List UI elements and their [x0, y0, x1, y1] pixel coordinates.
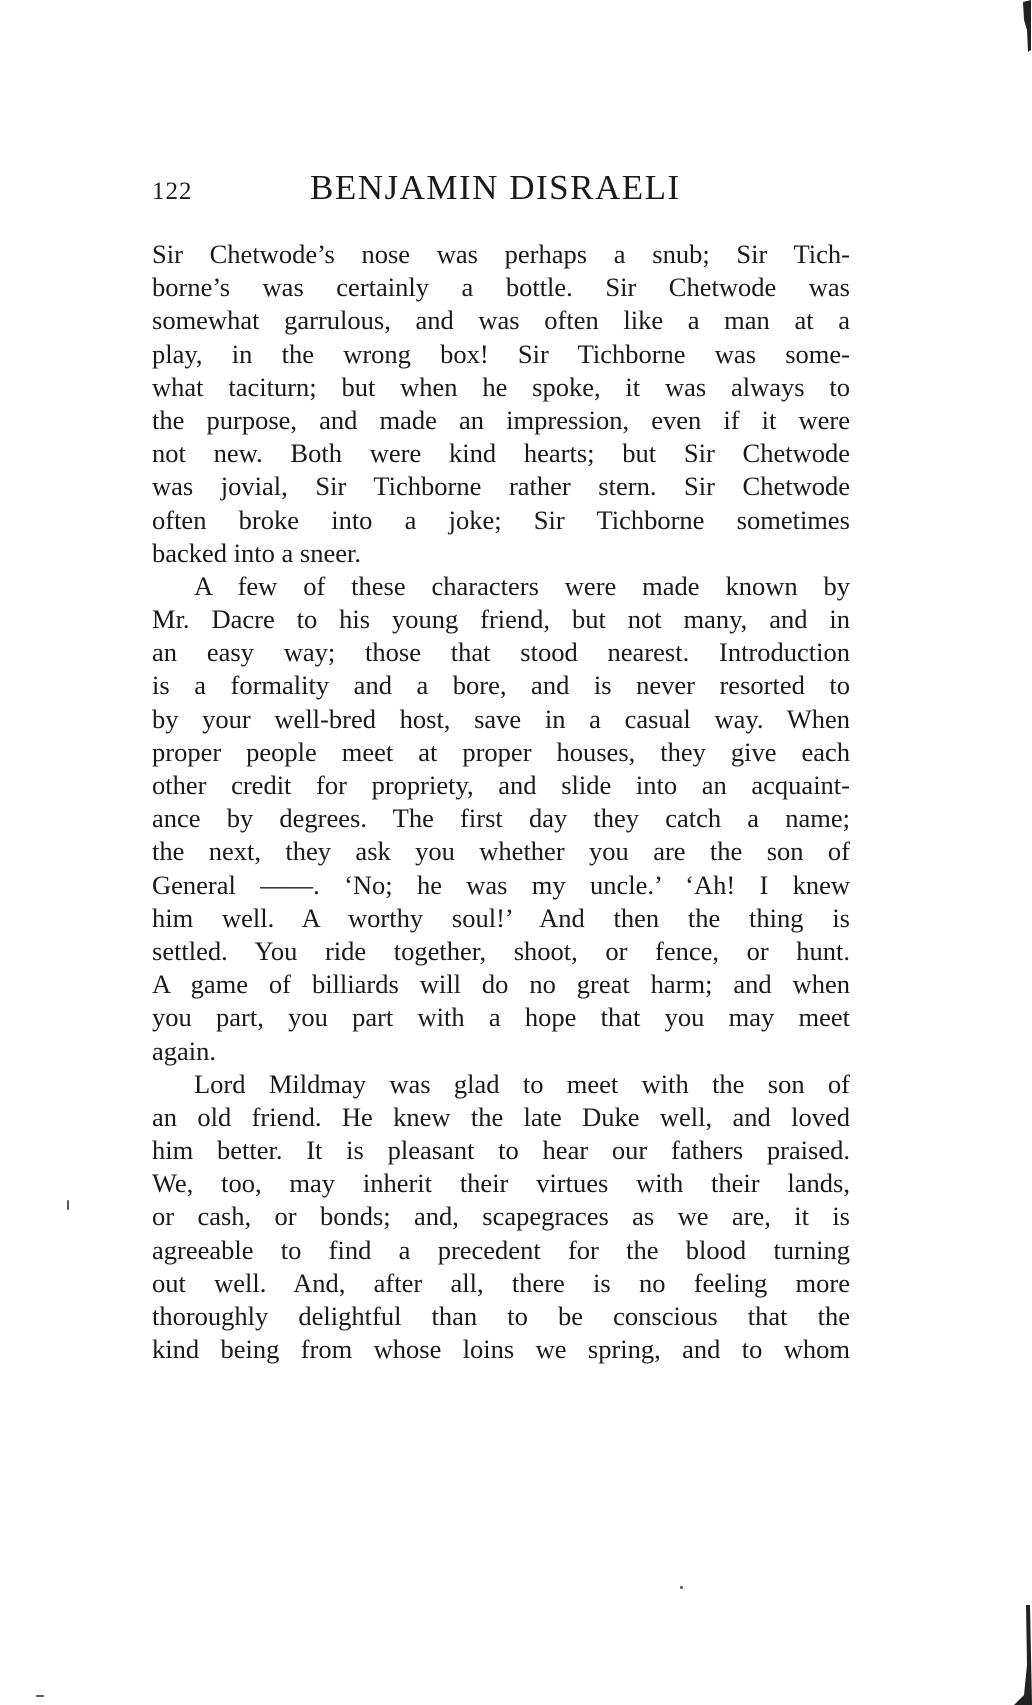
paper-speck [36, 1695, 44, 1697]
page-number: 122 [152, 178, 193, 205]
text-line: A few of these characters were made known by [194, 570, 850, 601]
text-line: not new. Both were kind hearts; but Sir Chetwode [152, 438, 850, 469]
text-line: out well. And, after all, there is no feeling more [152, 1267, 850, 1298]
text-line: kind being from whose loins we spring, and to whom [152, 1334, 850, 1365]
paper-speck [680, 1586, 683, 1589]
text-line: or cash, or bonds; and, scapegraces as we are, it is [152, 1201, 850, 1232]
text-line: you part, you part with a hope that you may meet [152, 1002, 850, 1033]
text-line: Sir Chetwode’s nose was perhaps a snub; Sir Tich- [152, 239, 850, 269]
text-line: thoroughly delightful than to be conscious that the [152, 1301, 850, 1331]
text-line: is a formality and a bore, and is never resorted to [152, 670, 850, 701]
text-line: him well. A worthy soul!’ And then the thing is [152, 902, 850, 933]
text-line: what taciturn; but when he spoke, it was always to [152, 371, 850, 402]
text-line: the next, they ask you whether you are the son of [152, 836, 850, 867]
text-line: General ——. ‘No; he was my uncle.’ ‘Ah! I knew [152, 869, 850, 900]
paper-speck [67, 1200, 69, 1210]
text-line: Lord Mildmay was glad to meet with the son of [194, 1068, 850, 1099]
text-line: A game of billiards will do no great harm; and when [152, 969, 850, 1000]
text-line: We, too, may inherit their virtues with their lands, [152, 1168, 850, 1199]
text-line: other credit for propriety, and slide into an acquaint- [152, 770, 850, 800]
running-head [152, 168, 852, 212]
page-edge-mark [1022, 0, 1032, 52]
text-line: often broke into a joke; Sir Tichborne sometimes [152, 504, 850, 535]
text-line: Mr. Dacre to his young friend, but not many, and in [152, 604, 850, 635]
text-line: an easy way; those that stood nearest. Introduction [152, 637, 850, 668]
page-edge-mark [1014, 1605, 1032, 1705]
body-text [152, 238, 850, 1366]
text-line: backed into a sneer. [152, 537, 361, 568]
text-line: settled. You ride together, shoot, or fence, or hunt. [152, 935, 850, 966]
text-line: him better. It is pleasant to hear our fathers praised. [152, 1135, 850, 1166]
text-line: was jovial, Sir Tichborne rather stern. Sir Chetwode [152, 471, 850, 502]
text-line: by your well-bred host, save in a casual way. When [152, 703, 850, 734]
text-line: play, in the wrong box! Sir Tichborne was some- [152, 338, 850, 369]
text-line: proper people meet at proper houses, they give each [152, 736, 850, 767]
text-line: an old friend. He knew the late Duke well, and loved [152, 1101, 850, 1132]
text-line: somewhat garrulous, and was often like a man at a [152, 305, 850, 336]
text-line: agreeable to find a precedent for the blood turning [152, 1234, 850, 1265]
text-line: ance by degrees. The first day they catch a name; [152, 803, 850, 834]
text-line: the purpose, and made an impression, even if it were [152, 404, 850, 435]
text-line: borne’s was certainly a bottle. Sir Chetwode was [152, 272, 850, 303]
text-line: again. [152, 1035, 217, 1066]
running-title: BENJAMIN DISRAELI [310, 168, 681, 207]
